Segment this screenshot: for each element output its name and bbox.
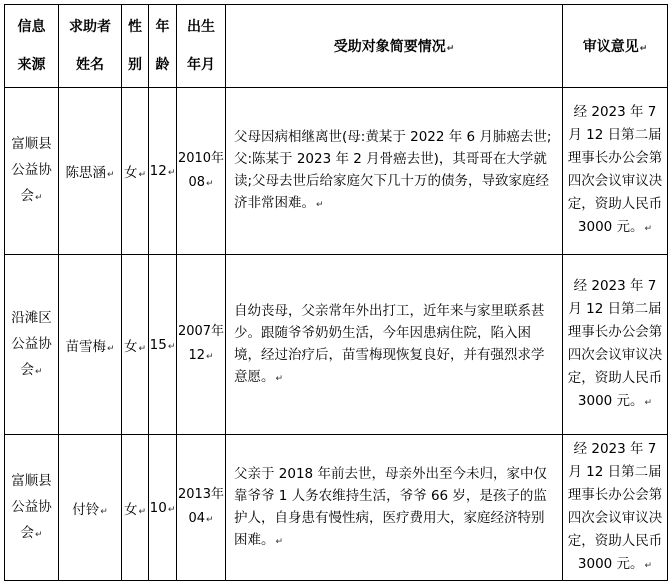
cell-summary: 父母因病相继离世(母:黄某于 2022 年 6 月肺癌去世;父:陈某于 2023 年 2 月骨癌去世)，其哥哥在大学就读;父母去世后给家庭欠下几十万的债务，导致家庭经济非常困难。↵ [226, 88, 563, 255]
header-row [5, 5, 668, 88]
cell-name: 陈思涵↵ [59, 88, 122, 255]
cell-source: 富顺县公益协会↵ [5, 88, 59, 255]
table-row [5, 88, 668, 255]
header-birth: 出生 年月 [177, 5, 226, 88]
cell-opinion: 经 2023 年 7 月 12 日第二届理事长办公会第四次会议审议决定，资助人民币 3000 元。↵ [563, 88, 668, 255]
cell-name: 付铃↵ [59, 435, 122, 581]
cell-birth: 2007年12↵ [177, 255, 226, 435]
cell-source: 沿滩区公益协会↵ [5, 255, 59, 435]
cell-gender: 女↵ [122, 255, 149, 435]
cell-opinion: 经 2023 年 7 月 12 日第二届理事长办公会第四次会议审议决定，资助人民币 3000 元。↵ [563, 435, 668, 581]
cell-summary: 自幼丧母，父亲常年外出打工，近年来与家里联系甚少。跟随爷爷奶奶生活，今年因患病住院，陷入困境，经过治疗后，苗雪梅现恢复良好，并有强烈求学意愿。↵ [226, 255, 563, 435]
aid-review-table [4, 4, 668, 581]
cell-gender: 女↵ [122, 435, 149, 581]
cell-age: 15↵ [149, 255, 177, 435]
header-summary: 受助对象简要情况↵ [226, 5, 563, 88]
header-source: 信息 来源 [5, 5, 59, 88]
table-row [5, 255, 668, 435]
header-gender: 性 别 [122, 5, 149, 88]
cell-birth: 2010年08↵ [177, 88, 226, 255]
table-row [5, 435, 668, 581]
cell-source: 富顺县公益协会↵ [5, 435, 59, 581]
cell-age: 10↵ [149, 435, 177, 581]
header-age: 年 龄 [149, 5, 177, 88]
cell-summary: 父亲于 2018 年前去世，母亲外出至今未归，家中仅靠爷爷 1 人务农维持生活，爷爷 66 岁，是孩子的监护人，自身患有慢性病，医疗费用大，家庭经济特别困难。↵ [226, 435, 563, 581]
cell-birth: 2013年04↵ [177, 435, 226, 581]
cell-opinion: 经 2023 年 7 月 12 日第二届理事长办公会第四次会议审议决定，资助人民币 3000 元。↵ [563, 255, 668, 435]
cell-gender: 女↵ [122, 88, 149, 255]
cell-age: 12↵ [149, 88, 177, 255]
cell-name: 苗雪梅↵ [59, 255, 122, 435]
header-opinion: 审议意见↵ [563, 5, 668, 88]
header-name: 求助者 姓名 [59, 5, 122, 88]
